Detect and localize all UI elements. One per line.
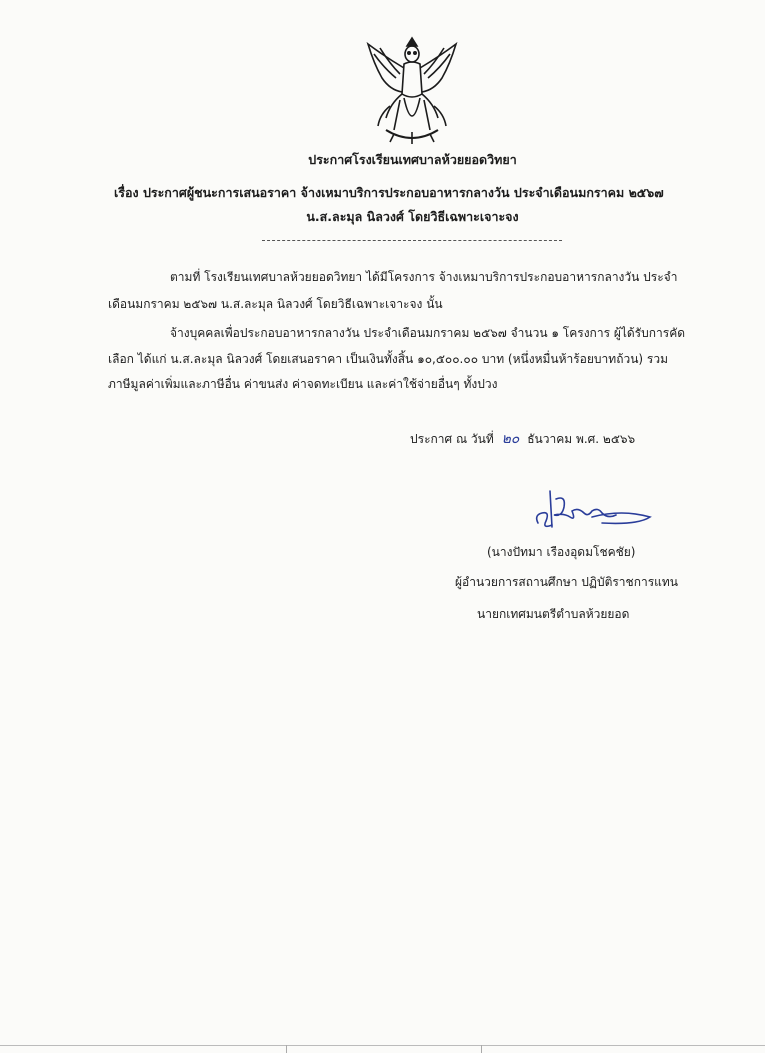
handwritten-day: ๒๐ xyxy=(501,431,520,447)
announcement-title: ประกาศโรงเรียนเทศบาลห้วยยอดวิทยา xyxy=(308,152,517,167)
separator-line xyxy=(262,240,562,241)
signatory-acting-for: นายกเทศมนตรีตำบลห้วยยอด xyxy=(477,607,630,621)
signatory-position: ผู้อำนวยการสถานศึกษา ปฏิบัติราชการแทน xyxy=(455,575,678,589)
announcement-date xyxy=(410,428,635,450)
body-paragraph-2: จ้างบุคคลเพื่อประกอบอาหารกลางวัน ประจำเดือนมกราคม ๒๕๖๗ จำนวน ๑ โครงการ ผู้ได้รับการคัด xyxy=(170,326,686,340)
bottom-tick xyxy=(286,1045,287,1053)
date-prefix: ประกาศ ณ วันที่ xyxy=(410,432,494,446)
body-paragraph-2-end: ภาษีมูลค่าเพิ่มและภาษีอื่น ค่าขนส่ง ค่าจดทะเบียน และค่าใช้จ่ายอื่นๆ ทั้งปวง xyxy=(108,377,498,391)
bottom-tick xyxy=(481,1045,482,1053)
body-paragraph-2-cont: เลือก ได้แก่ น.ส.ละมุล นิลวงศ์ โดยเสนอราคา เป็นเงินทั้งสิ้น ๑๐,๕๐๐.๐๐ บาท (หนึ่งหมื่นห้าร้อยบาทถ้วน) รวม xyxy=(108,352,668,366)
body-paragraph-1-cont: เดือนมกราคม ๒๕๖๗ น.ส.ละมุล นิลวงศ์ โดยวิธีเฉพาะเจาะจง นั้น xyxy=(108,297,443,311)
announcement-subject-cont: น.ส.ละมุล นิลวงศ์ โดยวิธีเฉพาะเจาะจง xyxy=(306,209,519,224)
announcement-subject: เรื่อง ประกาศผู้ชนะการเสนอราคา จ้างเหมาบริการประกอบอาหารกลางวัน ประจำเดือนมกราคม ๒๕๖๗ xyxy=(114,185,664,200)
date-suffix: ธันวาคม พ.ศ. ๒๕๖๖ xyxy=(527,432,636,446)
signatory-name: (นางปัทมา เรืองอุดมโชคชัย) xyxy=(487,545,636,559)
page-bottom-rule xyxy=(0,1045,765,1046)
handwritten-signature xyxy=(532,485,656,535)
body-paragraph-1: ตามที่ โรงเรียนเทศบาลห้วยยอดวิทยา ได้มีโครงการ จ้างเหมาบริการประกอบอาหารกลางวัน ประจำ xyxy=(170,270,678,284)
garuda-emblem xyxy=(360,34,464,146)
